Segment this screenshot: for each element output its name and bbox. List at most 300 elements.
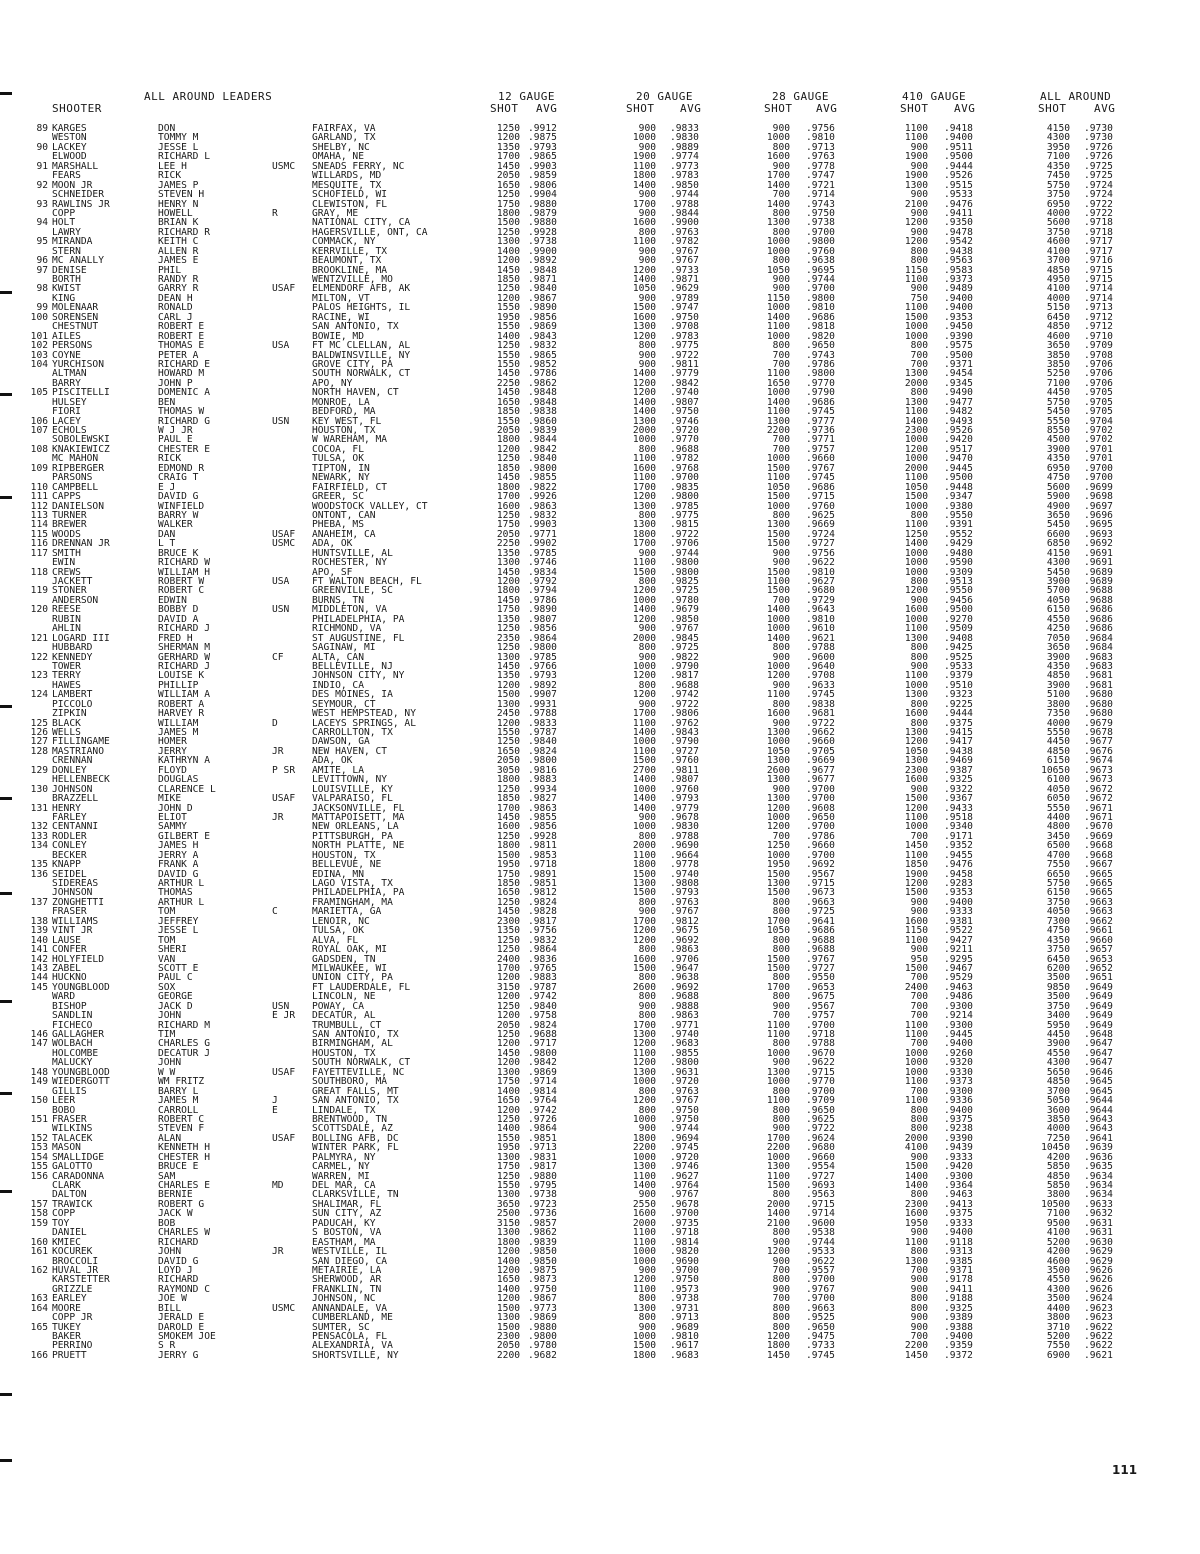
first-name-cell: STEVEN F xyxy=(158,1123,205,1135)
avg-410-cell: .9450 xyxy=(944,321,973,333)
avg-28-cell: .9660 xyxy=(806,840,835,852)
hometown-cell: HOUSTON, TX xyxy=(312,849,376,861)
avg-20-cell: .9700 xyxy=(670,472,699,484)
shot-410-cell: 700 xyxy=(910,830,928,842)
avg-all-cell: .9718 xyxy=(1084,217,1113,229)
header-28-gauge: 28 GAUGE xyxy=(772,90,829,103)
avg-all-cell: .9649 xyxy=(1084,991,1113,1003)
last-name-cell: HUBBARD xyxy=(52,642,93,654)
last-name-cell: FARLEY xyxy=(52,811,87,823)
shot-12-cell: 1450 xyxy=(496,906,520,918)
shot-all-cell: 9850 xyxy=(1046,981,1070,993)
shot-all-cell: 6500 xyxy=(1046,840,1070,852)
hometown-cell: ONTONT, CAN xyxy=(312,509,376,521)
last-name-cell: HUCKNO xyxy=(52,972,87,984)
avg-410-cell: .9270 xyxy=(944,613,973,625)
avg-28-cell: .9525 xyxy=(806,1312,835,1324)
shot-12-cell: 1350 xyxy=(496,925,520,937)
first-name-cell: CHARLES E xyxy=(158,1180,210,1191)
avg-20-cell: .9744 xyxy=(670,1123,699,1135)
avg-all-cell: .9714 xyxy=(1084,292,1113,304)
shot-28-cell: 800 xyxy=(772,509,790,521)
shot-20-cell: 900 xyxy=(638,906,656,918)
shot-410-cell: 800 xyxy=(910,1104,928,1116)
shot-410-cell: 700 xyxy=(910,349,928,361)
hometown-cell: SAN DIEGO, CA xyxy=(312,1255,388,1267)
avg-410-cell: .9373 xyxy=(944,274,973,285)
avg-410-cell: .9375 xyxy=(944,717,973,729)
shot-20-cell: 1800 xyxy=(632,859,656,871)
last-name-cell: MOON JR xyxy=(52,179,93,191)
avg-all-cell: .9726 xyxy=(1084,141,1113,153)
rank-cell: 145 xyxy=(30,981,48,993)
shot-20-cell: 1300 xyxy=(632,878,656,889)
header-all-around: ALL AROUND xyxy=(1040,90,1112,103)
first-name-cell: STEVEN H xyxy=(158,189,205,201)
hometown-cell: FT MC CLELLAN, AL xyxy=(312,340,411,352)
avg-12-cell: .9811 xyxy=(528,840,557,852)
rank-cell: 124 xyxy=(30,689,48,701)
avg-all-cell: .9665 xyxy=(1084,887,1113,899)
avg-20-cell: .9850 xyxy=(670,179,699,191)
avg-12-cell: .9856 xyxy=(528,821,557,833)
shot-12-cell: 1850 xyxy=(496,793,520,805)
shot-410-cell: 2000 xyxy=(904,1132,928,1144)
avg-20-cell: .9750 xyxy=(670,1113,699,1125)
shot-12-cell: 1200 xyxy=(496,1010,520,1022)
avg-20-cell: .9775 xyxy=(670,509,699,521)
hometown-cell: AMITE, LA xyxy=(312,764,364,776)
shot-12-cell: 3050 xyxy=(496,764,520,776)
shot-12-cell: 1650 xyxy=(496,179,520,191)
last-name-cell: PISCITELLI xyxy=(52,387,110,399)
avg-20-cell: .9830 xyxy=(670,821,699,833)
avg-28-cell: .9622 xyxy=(806,1057,835,1069)
shot-28-cell: 900 xyxy=(772,274,790,285)
shot-12-cell: 1950 xyxy=(496,311,520,323)
shot-all-cell: 6150 xyxy=(1046,887,1070,899)
last-name-cell: SOBOLEWSKI xyxy=(52,434,110,446)
shot-12-cell: 1850 xyxy=(496,878,520,889)
avg-20-cell: .9708 xyxy=(670,321,699,333)
hometown-cell: NORTH HAVEN, CT xyxy=(312,387,399,399)
last-name-cell: COYNE xyxy=(52,349,81,361)
shot-20-cell: 2550 xyxy=(632,1198,656,1210)
shot-12-cell: 1450 xyxy=(496,566,520,578)
shot-12-cell: 1200 xyxy=(496,972,520,984)
avg-12-cell: .9713 xyxy=(528,1142,557,1154)
avg-20-cell: .9722 xyxy=(670,528,699,540)
last-name-cell: ZIPKIN xyxy=(52,708,87,720)
avg-410-cell: .9400 xyxy=(944,1331,973,1342)
last-name-cell: FRASER xyxy=(52,906,87,918)
avg-28-cell: .9693 xyxy=(806,1180,835,1191)
avg-28-cell: .9700 xyxy=(806,226,835,238)
shot-all-cell: 4400 xyxy=(1046,1302,1070,1314)
shot-28-cell: 1500 xyxy=(766,528,790,540)
avg-12-cell: .9851 xyxy=(528,878,557,889)
shot-410-cell: 900 xyxy=(910,207,928,219)
shot-all-cell: 4850 xyxy=(1046,321,1070,333)
avg-20-cell: .9763 xyxy=(670,226,699,238)
first-name-cell: RICHARD L xyxy=(158,151,210,163)
hometown-cell: EDINA, MN xyxy=(312,868,364,880)
avg-28-cell: .9533 xyxy=(806,1246,835,1258)
shot-410-cell: 1100 xyxy=(904,934,928,946)
last-name-cell: YURCHISON xyxy=(52,358,104,370)
shot-20-cell: 1000 xyxy=(632,132,656,144)
last-name-cell: AHLIN xyxy=(52,623,81,635)
last-name-cell: TURNER xyxy=(52,509,87,521)
shot-all-cell: 4850 xyxy=(1046,1170,1070,1182)
rank-cell: 114 xyxy=(30,519,48,531)
shot-12-cell: 1300 xyxy=(496,1189,520,1201)
shot-28-cell: 1050 xyxy=(766,264,790,276)
last-name-cell: KOCUREK xyxy=(52,1246,93,1258)
rank-cell: 116 xyxy=(30,538,48,550)
shot-28-cell: 800 xyxy=(772,1227,790,1239)
avg-all-cell: .9701 xyxy=(1084,453,1113,465)
avg-12-cell: .9756 xyxy=(528,925,557,937)
shot-all-cell: 3650 xyxy=(1046,642,1070,654)
shot-12-cell: 2050 xyxy=(496,425,520,436)
shot-28-cell: 1000 xyxy=(766,330,790,342)
shot-all-cell: 4550 xyxy=(1046,613,1070,625)
shot-410-cell: 1150 xyxy=(904,925,928,937)
hometown-cell: PHILADELPHIA, PA xyxy=(312,887,405,899)
shot-20-cell: 900 xyxy=(638,141,656,153)
shot-410-cell: 900 xyxy=(910,660,928,672)
avg-410-cell: .9373 xyxy=(944,1076,973,1088)
avg-all-cell: .9652 xyxy=(1084,962,1113,974)
avg-20-cell: .9706 xyxy=(670,953,699,965)
avg-410-cell: .9476 xyxy=(944,859,973,871)
shot-28-cell: 1700 xyxy=(766,170,790,182)
avg-410-cell: .9300 xyxy=(944,1000,973,1012)
avg-28-cell: .9744 xyxy=(806,274,835,285)
shot-all-cell: 5850 xyxy=(1046,1161,1070,1173)
last-name-cell: CARADONNA xyxy=(52,1170,104,1182)
shot-28-cell: 900 xyxy=(772,783,790,795)
avg-all-cell: .9634 xyxy=(1084,1180,1113,1191)
hometown-cell: EASTHAM, MA xyxy=(312,1236,376,1248)
first-name-cell: JOHN xyxy=(158,1010,182,1022)
shot-28-cell: 900 xyxy=(772,1000,790,1012)
shot-410-cell: 950 xyxy=(910,953,928,965)
avg-410-cell: .9477 xyxy=(944,396,973,408)
avg-all-cell: .9709 xyxy=(1084,340,1113,352)
avg-12-cell: .9824 xyxy=(528,745,557,757)
shot-all-cell: 5250 xyxy=(1046,368,1070,380)
last-name-cell: CAMPBELL xyxy=(52,481,99,493)
last-name-cell: SORENSEN xyxy=(52,311,99,323)
shot-header: SHOT xyxy=(900,102,929,115)
avg-12-cell: .9840 xyxy=(528,453,557,465)
avg-all-cell: .9635 xyxy=(1084,1161,1113,1173)
avg-all-cell: .9676 xyxy=(1084,745,1113,757)
shot-410-cell: 1050 xyxy=(904,481,928,493)
avg-28-cell: .9700 xyxy=(806,1085,835,1097)
avg-28-cell: .9650 xyxy=(806,340,835,352)
avg-28-cell: .9733 xyxy=(806,1340,835,1352)
first-name-cell: DAN xyxy=(158,528,176,540)
suffix-cell: USAF xyxy=(272,1132,296,1144)
shot-20-cell: 900 xyxy=(638,1189,656,1201)
shot-20-cell: 900 xyxy=(638,623,656,635)
first-name-cell: LEE H xyxy=(158,160,187,172)
hometown-cell: LAGO VISTA, TX xyxy=(312,878,393,889)
shot-20-cell: 900 xyxy=(638,255,656,267)
last-name-cell: LACEY xyxy=(52,415,81,427)
avg-410-cell: .9500 xyxy=(944,472,973,484)
shot-28-cell: 700 xyxy=(772,434,790,446)
shot-all-cell: 5050 xyxy=(1046,1095,1070,1107)
avg-410-cell: .9188 xyxy=(944,1293,973,1305)
avg-20-cell: .9815 xyxy=(670,519,699,531)
last-name-cell: BECKER xyxy=(52,849,87,861)
shot-410-cell: 2100 xyxy=(904,198,928,210)
avg-12-cell: .9902 xyxy=(528,538,557,550)
rank-cell: 108 xyxy=(30,443,48,455)
shot-12-cell: 1950 xyxy=(496,1142,520,1154)
avg-410-cell: .9511 xyxy=(944,141,973,153)
hometown-cell: NEWARK, NY xyxy=(312,472,370,484)
rank-cell: 94 xyxy=(36,217,48,229)
rank-cell: 130 xyxy=(30,783,48,795)
avg-410-cell: .9375 xyxy=(944,1208,973,1220)
hometown-cell: SHORTSVILLE, NY xyxy=(312,1349,399,1361)
rank-cell: 151 xyxy=(30,1113,48,1125)
avg-28-cell: .9714 xyxy=(806,189,835,201)
avg-12-cell: .9848 xyxy=(528,264,557,276)
shot-28-cell: 1700 xyxy=(766,981,790,993)
shot-12-cell: 1250 xyxy=(496,123,520,134)
avg-12-cell: .9773 xyxy=(528,1302,557,1314)
shot-20-cell: 1400 xyxy=(632,406,656,418)
avg-12-cell: .9855 xyxy=(528,811,557,823)
avg-all-cell: .9683 xyxy=(1084,660,1113,672)
shot-all-cell: 4100 xyxy=(1046,245,1070,257)
shot-12-cell: 2050 xyxy=(496,528,520,540)
avg-410-cell: .9575 xyxy=(944,340,973,352)
avg-20-cell: .9738 xyxy=(670,1293,699,1305)
avg-410-cell: .9390 xyxy=(944,330,973,342)
avg-28-cell: .9705 xyxy=(806,745,835,757)
avg-all-cell: .9680 xyxy=(1084,689,1113,701)
shot-all-cell: 3700 xyxy=(1046,1085,1070,1097)
avg-28-cell: .9721 xyxy=(806,179,835,191)
first-name-cell: DON xyxy=(158,123,176,134)
avg-28-cell: .9622 xyxy=(806,1255,835,1267)
shot-410-cell: 1000 xyxy=(904,566,928,578)
avg-28-cell: .9810 xyxy=(806,613,835,625)
shot-20-cell: 1200 xyxy=(632,934,656,946)
avg-all-cell: .9629 xyxy=(1084,1246,1113,1258)
avg-12-cell: .9832 xyxy=(528,934,557,946)
shot-12-cell: 2250 xyxy=(496,377,520,389)
avg-12-cell: .9880 xyxy=(528,1321,557,1333)
avg-12-cell: .9814 xyxy=(528,1085,557,1097)
avg-all-cell: .9663 xyxy=(1084,906,1113,918)
first-name-cell: PHILLIP xyxy=(158,679,199,691)
avg-all-cell: .9665 xyxy=(1084,868,1113,880)
avg-28-cell: .9686 xyxy=(806,481,835,493)
avg-all-cell: .9671 xyxy=(1084,802,1113,814)
last-name-cell: HULSEY xyxy=(52,396,87,408)
avg-20-cell: .9790 xyxy=(670,736,699,748)
shot-410-cell: 700 xyxy=(910,1038,928,1050)
last-name-cell: CHESTNUT xyxy=(52,321,99,333)
hometown-cell: ADA, OK xyxy=(312,755,353,767)
avg-12-cell: .9869 xyxy=(528,1066,557,1078)
hometown-cell: GRAY, ME xyxy=(312,207,359,219)
first-name-cell: BOBBY D xyxy=(158,604,199,616)
hometown-cell: CARROLLTON, TX xyxy=(312,727,393,738)
avg-all-cell: .9713 xyxy=(1084,302,1113,314)
shot-28-cell: 800 xyxy=(772,1312,790,1324)
avg-410-cell: .9550 xyxy=(944,585,973,597)
avg-12-cell: .9856 xyxy=(528,311,557,323)
shot-12-cell: 1250 xyxy=(496,944,520,956)
hometown-cell: METAIRIE, LA xyxy=(312,1264,382,1276)
shot-20-cell: 1100 xyxy=(632,717,656,729)
avg-20-cell: .9770 xyxy=(670,434,699,446)
avg-28-cell: .9650 xyxy=(806,1104,835,1116)
shot-28-cell: 1700 xyxy=(766,1132,790,1144)
avg-20-cell: .9760 xyxy=(670,755,699,767)
shot-410-cell: 1100 xyxy=(904,472,928,484)
avg-20-cell: .9842 xyxy=(670,377,699,389)
shot-20-cell: 1100 xyxy=(632,1047,656,1059)
suffix-cell: USN xyxy=(272,604,290,616)
avg-410-cell: .9391 xyxy=(944,519,973,531)
shot-all-cell: 4900 xyxy=(1046,500,1070,512)
avg-all-cell: .9622 xyxy=(1084,1321,1113,1333)
shot-12-cell: 1250 xyxy=(496,340,520,352)
last-name-cell: WESTON xyxy=(52,132,87,144)
avg-12-cell: .9822 xyxy=(528,481,557,493)
first-name-cell: DAVID G xyxy=(158,491,199,503)
shot-12-cell: 1800 xyxy=(496,774,520,786)
shot-28-cell: 1000 xyxy=(766,736,790,748)
shot-28-cell: 1400 xyxy=(766,1208,790,1220)
last-name-cell: TUKEY xyxy=(52,1321,81,1333)
avg-all-cell: .9668 xyxy=(1084,840,1113,852)
shot-20-cell: 1400 xyxy=(632,368,656,380)
avg-20-cell: .9683 xyxy=(670,1038,699,1050)
first-name-cell: HARVEY R xyxy=(158,708,205,720)
last-name-cell: MASTRIANO xyxy=(52,745,104,757)
last-name-cell: LAMBERT xyxy=(52,689,93,701)
shot-all-cell: 5450 xyxy=(1046,519,1070,531)
avg-20-cell: .9800 xyxy=(670,557,699,569)
avg-all-cell: .9689 xyxy=(1084,566,1113,578)
shot-410-cell: 1900 xyxy=(904,170,928,182)
first-name-cell: JERRY A xyxy=(158,849,199,861)
avg-20-cell: .9764 xyxy=(670,1180,699,1191)
shot-410-cell: 1300 xyxy=(904,396,928,408)
rank-cell: 166 xyxy=(30,1349,48,1361)
hometown-cell: TRUMBULL, CT xyxy=(312,1019,382,1031)
shot-410-cell: 1900 xyxy=(904,868,928,880)
last-name-cell: COPP xyxy=(52,1208,76,1220)
shot-28-cell: 1000 xyxy=(766,849,790,861)
hometown-cell: BRENTWOOD, TN xyxy=(312,1113,388,1125)
avg-all-cell: .9672 xyxy=(1084,793,1113,805)
shot-410-cell: 900 xyxy=(910,189,928,201)
first-name-cell: CHARLES G xyxy=(158,1038,210,1050)
shot-header: SHOT xyxy=(490,102,519,115)
avg-20-cell: .9675 xyxy=(670,925,699,937)
shot-all-cell: 5550 xyxy=(1046,727,1070,738)
shot-28-cell: 800 xyxy=(772,972,790,984)
avg-12-cell: .9817 xyxy=(528,915,557,927)
shot-all-cell: 7300 xyxy=(1046,915,1070,927)
avg-all-cell: .9698 xyxy=(1084,491,1113,503)
shot-12-cell: 1800 xyxy=(496,207,520,219)
shot-all-cell: 5750 xyxy=(1046,396,1070,408)
avg-410-cell: .9493 xyxy=(944,415,973,427)
hometown-cell: GREENVILLE, SC xyxy=(312,585,393,597)
shot-410-cell: 1100 xyxy=(904,132,928,144)
shot-410-cell: 1000 xyxy=(904,547,928,559)
shot-28-cell: 1400 xyxy=(766,179,790,191)
last-name-cell: ZONGHETTI xyxy=(52,896,104,908)
rank-cell: 98 xyxy=(36,283,48,295)
rank-cell: 96 xyxy=(36,255,48,267)
avg-12-cell: .9717 xyxy=(528,1038,557,1050)
avg-12-cell: .9827 xyxy=(528,793,557,805)
avg-410-cell: .9238 xyxy=(944,1123,973,1135)
avg-20-cell: .9745 xyxy=(670,1142,699,1154)
avg-20-cell: .9779 xyxy=(670,802,699,814)
shot-12-cell: 2050 xyxy=(496,1340,520,1352)
rank-cell: 132 xyxy=(30,821,48,833)
shot-12-cell: 1250 xyxy=(496,1113,520,1125)
last-name-cell: MARSHALL xyxy=(52,160,99,172)
shot-410-cell: 1100 xyxy=(904,274,928,285)
avg-12-cell: .9873 xyxy=(528,1274,557,1286)
first-name-cell: DAROLD E xyxy=(158,1321,205,1333)
last-name-cell: HUVAL JR xyxy=(52,1264,99,1276)
suffix-cell: USN xyxy=(272,415,290,427)
avg-12-cell: .9867 xyxy=(528,292,557,304)
shot-12-cell: 1550 xyxy=(496,415,520,427)
avg-410-cell: .9425 xyxy=(944,642,973,654)
first-name-cell: THOMAS E xyxy=(158,340,205,352)
shot-410-cell: 1000 xyxy=(904,679,928,691)
avg-28-cell: .9788 xyxy=(806,1038,835,1050)
shot-12-cell: 1250 xyxy=(496,283,520,295)
avg-20-cell: .9722 xyxy=(670,698,699,710)
shot-28-cell: 1000 xyxy=(766,236,790,248)
avg-20-cell: .9835 xyxy=(670,481,699,493)
table-row xyxy=(0,530,1200,539)
table-row xyxy=(0,1351,1200,1360)
shot-all-cell: 3600 xyxy=(1046,1104,1070,1116)
first-name-cell: WINFIELD xyxy=(158,500,205,512)
avg-20-cell: .9689 xyxy=(670,1321,699,1333)
rank-cell: 90 xyxy=(36,141,48,153)
shot-20-cell: 1100 xyxy=(632,849,656,861)
rank-cell: 163 xyxy=(30,1293,48,1305)
shot-410-cell: 1100 xyxy=(904,406,928,418)
shot-all-cell: 4250 xyxy=(1046,623,1070,635)
shot-410-cell: 1000 xyxy=(904,1066,928,1078)
shot-28-cell: 1600 xyxy=(766,708,790,720)
avg-all-cell: .9730 xyxy=(1084,123,1113,134)
shot-410-cell: 900 xyxy=(910,1151,928,1163)
